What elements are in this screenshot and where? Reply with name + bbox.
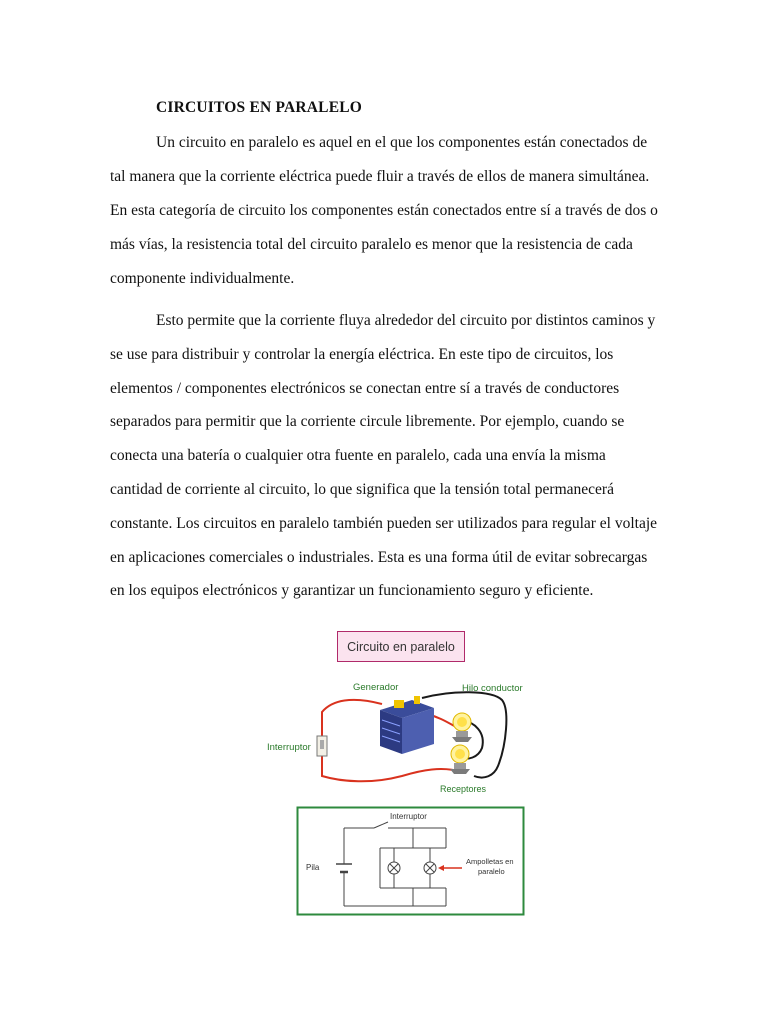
label-bulbs-line2: paralelo <box>478 867 505 876</box>
text-line: en aplicaciones comerciales o industriales. Esta es una forma útil de evitar sobrecargas <box>110 549 648 566</box>
battery-icon <box>380 696 434 754</box>
text-line: En esta categoría de circuito los componentes están conectados entre sí a través de dos o <box>110 202 658 219</box>
text-line: componente individualmente. <box>110 270 295 287</box>
text-line: más vías, la resistencia total del circuito paralelo es menor que la resistencia de cada <box>110 236 633 253</box>
figure-title: Circuito en paralelo <box>337 631 465 662</box>
lamp-symbol <box>424 862 436 874</box>
circuit-schematic <box>296 806 526 916</box>
label-switch: Interruptor <box>267 742 311 753</box>
section-heading: CIRCUITOS EN PARALELO <box>156 99 363 116</box>
text-line: Un circuito en paralelo es aquel en el que los componentes están conectados de <box>156 134 648 151</box>
label-switch: Interruptor <box>390 812 427 821</box>
label-receivers: Receptores <box>440 784 487 794</box>
bulb-icon <box>450 745 470 774</box>
label-bulbs-line1: Ampolletas en <box>466 857 514 866</box>
lamp-symbol <box>388 862 400 874</box>
text-line: conecta una batería o cualquier otra fuente en paralelo, cada una envía la misma <box>110 447 606 464</box>
label-wire: Hilo conductor <box>462 683 523 694</box>
text-line: separados para permitir que la corriente circule libremente. Por ejemplo, cuando se <box>110 413 625 430</box>
circuit-illustration <box>262 676 537 800</box>
text-line: cantidad de corriente al circuito, lo que significa que la tensión total permanecerá <box>110 481 614 498</box>
text-line: en los equipos electrónicos y garantizar un funcionamiento seguro y eficiente. <box>110 582 594 599</box>
label-battery: Pila <box>306 863 320 872</box>
text-line: constante. Los circuitos en paralelo también pueden ser utilizados para regular el voltaje <box>110 515 658 532</box>
text-line: elementos / componentes electrónicos se conectan entre sí a través de conductores <box>110 380 620 397</box>
bulb-icon <box>452 713 472 742</box>
label-generator: Generador <box>353 682 399 693</box>
text-line: se use para distribuir y controlar la energía eléctrica. En este tipo de circuitos, los <box>110 346 614 363</box>
text-line: tal manera que la corriente eléctrica puede fluir a través de ellos de manera simultánea. <box>110 168 650 185</box>
text-line: Esto permite que la corriente fluya alrededor del circuito por distintos caminos y <box>156 312 656 329</box>
